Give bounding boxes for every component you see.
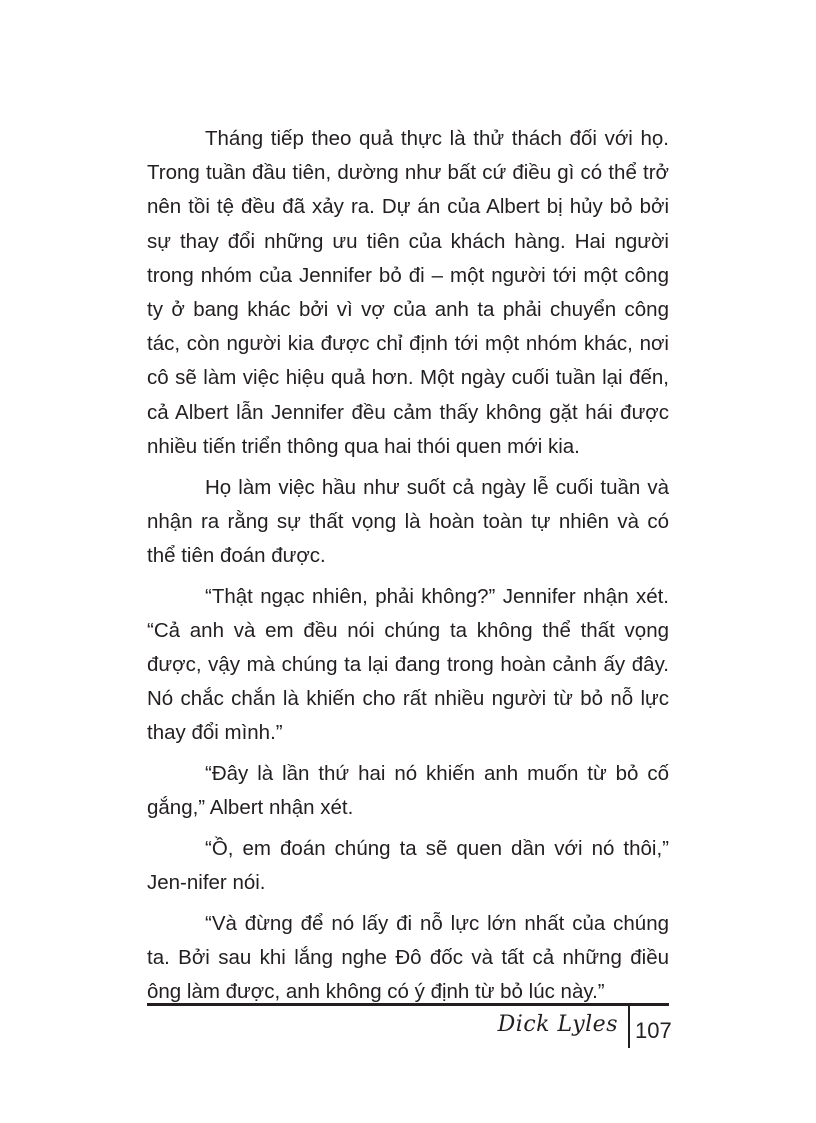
footer-vertical-divider: [628, 1005, 630, 1048]
paragraph-2: Họ làm việc hầu như suốt cả ngày lễ cuối tuần và nhận ra rằng sự thất vọng là hoàn toàn tự nhiên và có thể tiên đoán được.: [147, 475, 669, 567]
body-text: [147, 122, 669, 1016]
running-footer-author: Dick Lyles: [497, 1012, 618, 1037]
paragraph-5: “Ồ, em đoán chúng ta sẽ quen dần với nó thôi,” Jen-nifer nói.: [147, 837, 669, 895]
paragraph-1: Tháng tiếp theo quả thực là thử thách đối với họ. Trong tuần đầu tiên, dường như bất cứ điều gì có thể trở nên tồi tệ đều đã xảy ra. Dự án của Albert bị hủy bỏ bởi sự thay đổi những ưu tiên của khách hàng. Hai người trong nhóm của Jennifer bỏ đi – một người tới một công ty ở bang khác bởi vì vợ của anh ta phải chuyển công tác, còn người kia được chỉ định tới một nhóm khác, nơi cô sẽ làm việc hiệu quả hơn. Một ngày cuối tuần lại đến, cả Albert lẫn Jennifer đều cảm thấy không gặt hái được nhiều tiến triển thông qua hai thói quen mới kia.: [147, 127, 669, 458]
paragraph-6: “Và đừng để nó lấy đi nỗ lực lớn nhất của chúng ta. Bởi sau khi lắng nghe Đô đốc và tất cả những điều ông làm được, anh không có ý định từ bỏ lúc này.”: [147, 911, 669, 1004]
paragraph-4: “Đây là lần thứ hai nó khiến anh muốn từ bỏ cố gắng,” Albert nhận xét.: [147, 762, 669, 820]
paragraph-3: “Thật ngạc nhiên, phải không?” Jennifer nhận xét. “Cả anh và em đều nói chúng ta không thể thất vọng được, vậy mà chúng ta lại đang trong hoàn cảnh ấy đây. Nó chắc chắn là khiến cho rất nhiều người từ bỏ nỗ lực thay đổi mình.”: [147, 584, 669, 745]
footer-divider: [147, 1003, 669, 1006]
page-number: 107: [635, 1018, 672, 1043]
